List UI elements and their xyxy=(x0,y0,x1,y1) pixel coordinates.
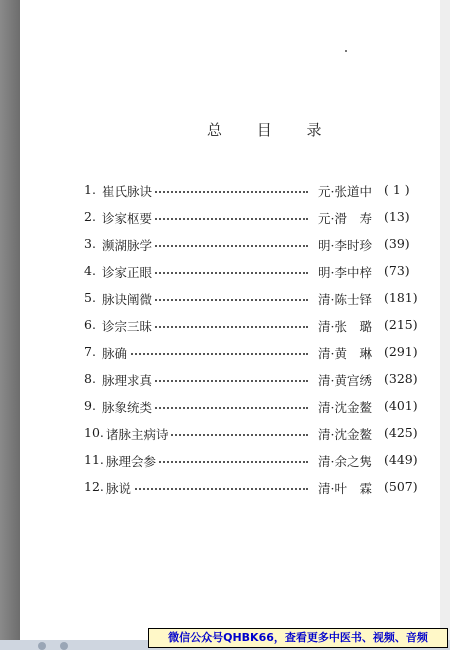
toc-entry[interactable] xyxy=(84,479,424,506)
toc-title: 诸脉主病诗 xyxy=(106,427,169,442)
toc-title: 诊宗三昧 xyxy=(102,319,153,334)
toc-number: 9. xyxy=(84,398,96,413)
toc-title: 脉理求真 xyxy=(102,373,153,388)
page-title: 总 目 录 xyxy=(207,121,337,139)
toc-page: (39) xyxy=(384,236,410,251)
toc-title: 濒湖脉学 xyxy=(102,238,153,253)
toc-number: 5. xyxy=(84,290,96,305)
scrollbar-track[interactable] xyxy=(440,0,450,650)
toc-title: 诊家枢要 xyxy=(102,211,153,226)
toc-author: 元·滑 寿 xyxy=(318,211,372,226)
toc-title: 脉确 xyxy=(102,346,128,361)
toc-entry[interactable] xyxy=(84,290,424,317)
toc-title: 诊家正眼 xyxy=(102,265,153,280)
toc-number: 3. xyxy=(84,236,96,251)
toc-number: 8. xyxy=(84,371,96,386)
toc-entry[interactable] xyxy=(84,344,424,371)
nav-dot-icon[interactable] xyxy=(60,642,68,650)
watermark-banner: 微信公众号QHBK66，查看更多中医书、视频、音频 xyxy=(148,628,448,648)
toc-number: 4. xyxy=(84,263,96,278)
toc-entry[interactable] xyxy=(84,182,424,209)
toc-author: 清·沈金鳌 xyxy=(318,427,372,442)
toc-entry[interactable] xyxy=(84,263,424,290)
toc-title: 脉理会参 xyxy=(106,454,157,469)
toc-author: 元·张道中 xyxy=(318,184,372,199)
toc-author: 清·张 璐 xyxy=(318,319,372,334)
toc-author: 清·沈金鳌 xyxy=(318,400,372,415)
toc-page: (291) xyxy=(384,344,418,359)
nav-dot-icon[interactable] xyxy=(38,642,46,650)
toc-number: 7. xyxy=(84,344,96,359)
toc-number: 12. xyxy=(84,479,104,494)
toc-entry[interactable] xyxy=(84,452,424,479)
toc-page: (73) xyxy=(384,263,410,278)
scan-speck xyxy=(345,50,347,52)
table-of-contents xyxy=(84,182,424,506)
toc-author: 明·李中梓 xyxy=(318,265,372,280)
toc-author: 清·余之隽 xyxy=(318,454,372,469)
toc-number: 1. xyxy=(84,182,96,197)
toc-author: 清·黄 琳 xyxy=(318,346,372,361)
dot-leader xyxy=(124,353,308,355)
toc-entry[interactable] xyxy=(84,209,424,236)
toc-title: 崔氏脉诀 xyxy=(102,184,153,199)
toc-number: 10. xyxy=(84,425,104,440)
toc-entry[interactable] xyxy=(84,236,424,263)
toc-page: (401) xyxy=(384,398,418,413)
toc-author: 清·陈士铎 xyxy=(318,292,372,307)
dot-leader xyxy=(124,488,308,490)
toc-page: ( 1 ) xyxy=(384,182,410,197)
toc-number: 11. xyxy=(84,452,104,467)
toc-page: (215) xyxy=(384,317,418,332)
toc-page: (13) xyxy=(384,209,410,224)
toc-number: 2. xyxy=(84,209,96,224)
toc-title: 脉象统类 xyxy=(102,400,153,415)
toc-title: 脉说 xyxy=(106,481,132,496)
viewer-left-margin xyxy=(0,0,20,640)
toc-number: 6. xyxy=(84,317,96,332)
toc-page: (425) xyxy=(384,425,418,440)
toc-page: (449) xyxy=(384,452,418,467)
toc-entry[interactable] xyxy=(84,398,424,425)
toc-page: (507) xyxy=(384,479,418,494)
toc-author: 明·李时珍 xyxy=(318,238,372,253)
toc-entry[interactable] xyxy=(84,371,424,398)
toc-title: 脉诀阐微 xyxy=(102,292,153,307)
toc-page: (328) xyxy=(384,371,418,386)
toc-entry[interactable] xyxy=(84,317,424,344)
toc-entry[interactable] xyxy=(84,425,424,452)
toc-page: (181) xyxy=(384,290,418,305)
toc-author: 清·叶 霖 xyxy=(318,481,372,496)
toc-author: 清·黄宫绣 xyxy=(318,373,372,388)
